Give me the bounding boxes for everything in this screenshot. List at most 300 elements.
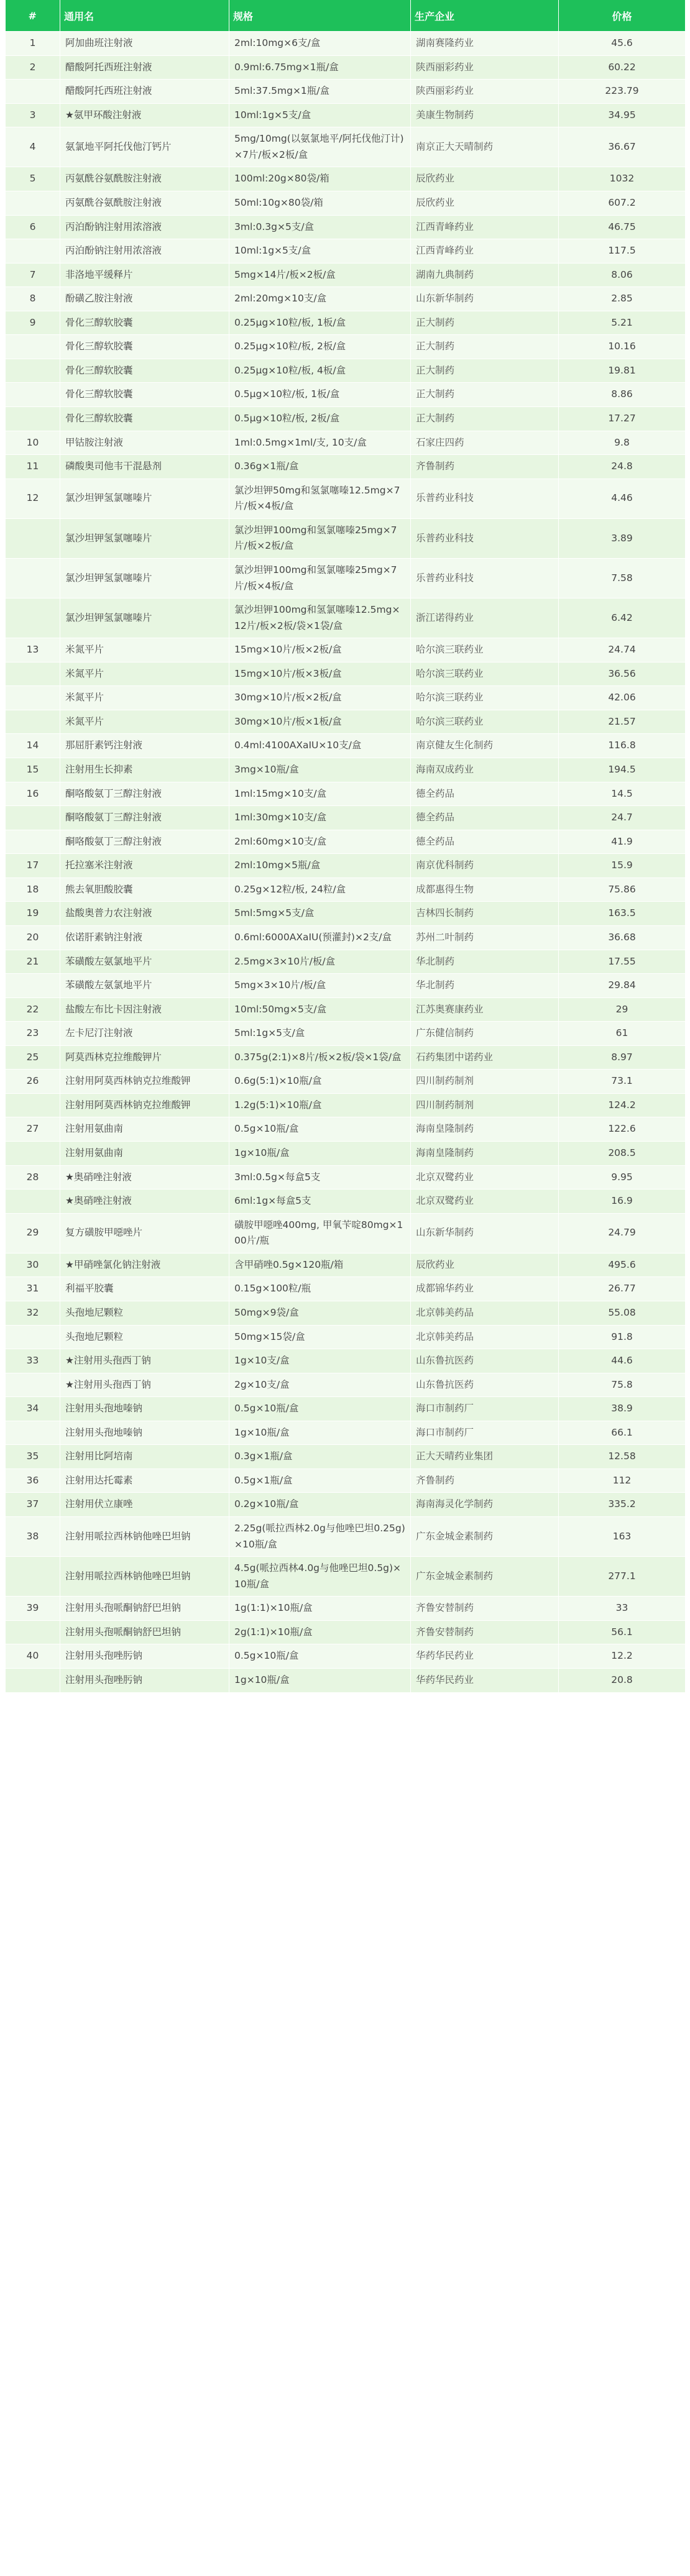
manufacturer-cell: 哈尔滨三联药业	[411, 686, 559, 710]
table-row	[6, 1213, 686, 1253]
price-cell: 10.16	[559, 335, 686, 359]
generic-name-cell: 氯沙坦钾氢氯噻嗪片	[60, 598, 229, 638]
manufacturer-cell: 海南双成药业	[411, 758, 559, 782]
manufacturer-cell: 海口市制药厂	[411, 1421, 559, 1445]
table-row	[6, 1397, 686, 1421]
price-table-container	[5, 0, 685, 1693]
price-cell: 163.5	[559, 902, 686, 926]
specification-cell: 2ml:20mg×10支/盒	[229, 287, 411, 311]
price-cell: 24.74	[559, 638, 686, 662]
table-row	[6, 1093, 686, 1117]
generic-name-cell: 非洛地平缓释片	[60, 263, 229, 287]
row-number: 36	[6, 1469, 60, 1493]
specification-cell: 1ml:15mg×10支/盒	[229, 782, 411, 806]
row-number: 11	[6, 455, 60, 479]
manufacturer-cell: 哈尔滨三联药业	[411, 662, 559, 686]
specification-cell: 0.4ml:4100AXaIU×10支/盒	[229, 734, 411, 758]
manufacturer-cell: 正大制药	[411, 359, 559, 383]
manufacturer-cell: 哈尔滨三联药业	[411, 710, 559, 734]
price-cell: 208.5	[559, 1142, 686, 1166]
specification-cell: 1g×10瓶/盒	[229, 1668, 411, 1692]
generic-name-cell: 氯沙坦钾氢氯噻嗪片	[60, 558, 229, 598]
specification-cell: 15mg×10片/板×3板/盒	[229, 662, 411, 686]
row-number	[6, 830, 60, 854]
row-number: 16	[6, 782, 60, 806]
specification-cell: 10ml:1g×5支/盒	[229, 103, 411, 127]
manufacturer-cell: 正大制药	[411, 335, 559, 359]
manufacturer-cell: 南京正大天晴制药	[411, 127, 559, 167]
generic-name-cell: 注射用生长抑素	[60, 758, 229, 782]
table-row	[6, 263, 686, 287]
generic-name-cell: 复方磺胺甲噁唑片	[60, 1213, 229, 1253]
manufacturer-cell: 辰欣药业	[411, 167, 559, 191]
table-row	[6, 287, 686, 311]
table-row	[6, 383, 686, 407]
row-number	[6, 598, 60, 638]
row-number: 27	[6, 1117, 60, 1142]
table-row	[6, 1070, 686, 1094]
price-cell: 223.79	[559, 80, 686, 104]
manufacturer-cell: 乐普药业科技	[411, 479, 559, 518]
specification-cell: 50mg×9袋/盒	[229, 1301, 411, 1325]
table-row	[6, 997, 686, 1022]
generic-name-cell: 酚磺乙胺注射液	[60, 287, 229, 311]
manufacturer-cell: 正大天晴药业集团	[411, 1445, 559, 1469]
specification-cell: 50ml:10g×80袋/箱	[229, 191, 411, 215]
specification-cell: 2.25g(哌拉西林2.0g与他唑巴坦0.25g)×10瓶/盒	[229, 1517, 411, 1557]
price-cell: 117.5	[559, 239, 686, 264]
generic-name-cell: 氯沙坦钾氢氯噻嗪片	[60, 518, 229, 558]
manufacturer-cell: 石药集团中诺药业	[411, 1045, 559, 1070]
manufacturer-cell: 山东新华制药	[411, 287, 559, 311]
table-row	[6, 1022, 686, 1046]
manufacturer-cell: 山东鲁抗医药	[411, 1373, 559, 1397]
specification-cell: 0.5g×10瓶/盒	[229, 1397, 411, 1421]
row-number: 19	[6, 902, 60, 926]
generic-name-cell: 注射用氨曲南	[60, 1142, 229, 1166]
generic-name-cell: 氨氯地平阿托伐他汀钙片	[60, 127, 229, 167]
specification-cell: 磺胺甲噁唑400mg, 甲氧苄啶80mg×100片/瓶	[229, 1213, 411, 1253]
price-cell: 4.46	[559, 479, 686, 518]
generic-name-cell: 骨化三醇软胶囊	[60, 383, 229, 407]
row-number	[6, 518, 60, 558]
generic-name-cell: 头孢地尼颗粒	[60, 1325, 229, 1349]
row-number	[6, 1189, 60, 1214]
generic-name-cell: 酮咯酸氨丁三醇注射液	[60, 782, 229, 806]
specification-cell: 2.5mg×3×10片/板/盒	[229, 950, 411, 974]
table-row	[6, 1277, 686, 1301]
price-cell: 33	[559, 1597, 686, 1621]
specification-cell: 1g×10支/盒	[229, 1349, 411, 1373]
specification-cell: 0.6g(5:1)×10瓶/盒	[229, 1070, 411, 1094]
specification-cell: 10ml:1g×5支/盒	[229, 239, 411, 264]
generic-name-cell: 头孢地尼颗粒	[60, 1301, 229, 1325]
table-row	[6, 806, 686, 830]
price-cell: 8.97	[559, 1045, 686, 1070]
specification-cell: 10ml:50mg×5支/盒	[229, 997, 411, 1022]
price-cell: 194.5	[559, 758, 686, 782]
table-row	[6, 1325, 686, 1349]
row-number	[6, 806, 60, 830]
price-cell: 16.9	[559, 1189, 686, 1214]
table-row	[6, 103, 686, 127]
generic-name-cell: 米氮平片	[60, 710, 229, 734]
row-number: 32	[6, 1301, 60, 1325]
generic-name-cell: 注射用阿莫西林钠克拉维酸钾	[60, 1093, 229, 1117]
manufacturer-cell: 湖南赛隆药业	[411, 32, 559, 56]
specification-cell: 0.25μg×10粒/板, 2板/盒	[229, 335, 411, 359]
generic-name-cell: 醋酸阿托西班注射液	[60, 55, 229, 80]
specification-cell: 0.36g×1瓶/盒	[229, 455, 411, 479]
manufacturer-cell: 德全药品	[411, 830, 559, 854]
manufacturer-cell: 海南皇隆制药	[411, 1117, 559, 1142]
price-cell: 41.9	[559, 830, 686, 854]
table-row	[6, 80, 686, 104]
manufacturer-cell: 华药华民药业	[411, 1668, 559, 1692]
specification-cell: 50mg×15袋/盒	[229, 1325, 411, 1349]
table-row	[6, 1117, 686, 1142]
row-number: 30	[6, 1253, 60, 1277]
generic-name-cell: 左卡尼汀注射液	[60, 1022, 229, 1046]
generic-name-cell: 盐酸左布比卡因注射液	[60, 997, 229, 1022]
generic-name-cell: 苯磺酸左氨氯地平片	[60, 974, 229, 998]
row-number: 29	[6, 1213, 60, 1253]
row-number: 40	[6, 1644, 60, 1669]
table-row	[6, 782, 686, 806]
generic-name-cell: 酮咯酸氨丁三醇注射液	[60, 830, 229, 854]
table-row	[6, 191, 686, 215]
price-cell: 45.6	[559, 32, 686, 56]
table-row	[6, 710, 686, 734]
generic-name-cell: 注射用哌拉西林钠他唑巴坦钠	[60, 1517, 229, 1557]
generic-name-cell: ★甲硝唑氯化钠注射液	[60, 1253, 229, 1277]
price-cell: 8.86	[559, 383, 686, 407]
row-number: 33	[6, 1349, 60, 1373]
table-row	[6, 1253, 686, 1277]
specification-cell: 5mg/10mg(以氨氯地平/阿托伐他汀计)×7片/板×2板/盒	[229, 127, 411, 167]
table-row	[6, 878, 686, 902]
table-row	[6, 950, 686, 974]
price-cell: 24.7	[559, 806, 686, 830]
price-cell: 24.79	[559, 1213, 686, 1253]
specification-cell: 1g×10瓶/盒	[229, 1142, 411, 1166]
table-row	[6, 662, 686, 686]
table-row	[6, 1620, 686, 1644]
row-number	[6, 1620, 60, 1644]
manufacturer-cell: 北京韩美药品	[411, 1301, 559, 1325]
generic-name-cell: ★注射用头孢西丁钠	[60, 1373, 229, 1397]
table-row	[6, 758, 686, 782]
manufacturer-cell: 齐鲁制药	[411, 1469, 559, 1493]
specification-cell: 0.6ml:6000AXaIU(预灌封)×2支/盒	[229, 925, 411, 950]
row-number	[6, 335, 60, 359]
specification-cell: 含甲硝唑0.5g×120瓶/箱	[229, 1253, 411, 1277]
specification-cell: 6ml:1g×每盒5支	[229, 1189, 411, 1214]
price-cell: 6.42	[559, 598, 686, 638]
table-row	[6, 335, 686, 359]
price-cell: 75.8	[559, 1373, 686, 1397]
price-cell: 8.06	[559, 263, 686, 287]
table-header-row	[6, 0, 686, 32]
row-number: 31	[6, 1277, 60, 1301]
price-cell: 42.06	[559, 686, 686, 710]
row-number: 35	[6, 1445, 60, 1469]
specification-cell: 2ml:60mg×10支/盒	[229, 830, 411, 854]
table-row	[6, 1597, 686, 1621]
column-header-manufacturer: 生产企业	[411, 0, 559, 32]
row-number: 26	[6, 1070, 60, 1094]
price-cell: 3.89	[559, 518, 686, 558]
price-cell: 75.86	[559, 878, 686, 902]
manufacturer-cell: 南京健友生化制药	[411, 734, 559, 758]
manufacturer-cell: 北京韩美药品	[411, 1325, 559, 1349]
row-number: 6	[6, 215, 60, 239]
table-row	[6, 1493, 686, 1517]
row-number: 20	[6, 925, 60, 950]
price-cell: 36.56	[559, 662, 686, 686]
price-cell: 29.84	[559, 974, 686, 998]
manufacturer-cell: 成都惠得生物	[411, 878, 559, 902]
row-number: 39	[6, 1597, 60, 1621]
row-number: 34	[6, 1397, 60, 1421]
row-number	[6, 686, 60, 710]
price-cell: 91.8	[559, 1325, 686, 1349]
row-number	[6, 1421, 60, 1445]
table-row	[6, 854, 686, 878]
generic-name-cell: ★奥硝唑注射液	[60, 1189, 229, 1214]
price-cell: 163	[559, 1517, 686, 1557]
price-cell: 112	[559, 1469, 686, 1493]
manufacturer-cell: 乐普药业科技	[411, 518, 559, 558]
row-number: 28	[6, 1165, 60, 1189]
price-cell: 61	[559, 1022, 686, 1046]
table-row	[6, 1373, 686, 1397]
manufacturer-cell: 哈尔滨三联药业	[411, 638, 559, 662]
manufacturer-cell: 正大制药	[411, 383, 559, 407]
table-row	[6, 1189, 686, 1214]
table-row	[6, 925, 686, 950]
generic-name-cell: 米氮平片	[60, 686, 229, 710]
specification-cell: 0.375g(2:1)×8片/板×2板/袋×1袋/盒	[229, 1045, 411, 1070]
specification-cell: 1ml:30mg×10支/盒	[229, 806, 411, 830]
specification-cell: 氯沙坦钾50mg和氢氯噻嗪12.5mg×7片/板×4板/盒	[229, 479, 411, 518]
manufacturer-cell: 江西青峰药业	[411, 215, 559, 239]
specification-cell: 30mg×10片/板×2板/盒	[229, 686, 411, 710]
price-cell: 116.8	[559, 734, 686, 758]
price-cell: 9.8	[559, 431, 686, 455]
manufacturer-cell: 成都锦华药业	[411, 1277, 559, 1301]
column-header-number: #	[6, 0, 60, 32]
manufacturer-cell: 德全药品	[411, 782, 559, 806]
row-number: 22	[6, 997, 60, 1022]
row-number	[6, 1373, 60, 1397]
generic-name-cell: 注射用头孢唑肟钠	[60, 1668, 229, 1692]
generic-name-cell: 利福平胶囊	[60, 1277, 229, 1301]
row-number	[6, 558, 60, 598]
table-row	[6, 431, 686, 455]
generic-name-cell: 注射用氨曲南	[60, 1117, 229, 1142]
price-cell: 36.67	[559, 127, 686, 167]
manufacturer-cell: 南京优科制药	[411, 854, 559, 878]
table-row	[6, 1421, 686, 1445]
row-number	[6, 1557, 60, 1597]
specification-cell: 4.5g(哌拉西林4.0g与他唑巴坦0.5g)×10瓶/盒	[229, 1557, 411, 1597]
generic-name-cell: 骨化三醇软胶囊	[60, 359, 229, 383]
row-number	[6, 359, 60, 383]
price-cell: 607.2	[559, 191, 686, 215]
price-cell: 7.58	[559, 558, 686, 598]
price-cell: 44.6	[559, 1349, 686, 1373]
table-row	[6, 167, 686, 191]
manufacturer-cell: 德全药品	[411, 806, 559, 830]
price-cell: 66.1	[559, 1421, 686, 1445]
table-row	[6, 215, 686, 239]
price-cell: 495.6	[559, 1253, 686, 1277]
specification-cell: 0.15g×100粒/瓶	[229, 1277, 411, 1301]
manufacturer-cell: 石家庄四药	[411, 431, 559, 455]
row-number	[6, 239, 60, 264]
manufacturer-cell: 海南皇隆制药	[411, 1142, 559, 1166]
specification-cell: 3ml:0.5g×每盒5支	[229, 1165, 411, 1189]
specification-cell: 2g×10支/盒	[229, 1373, 411, 1397]
table-header	[6, 0, 686, 32]
manufacturer-cell: 正大制药	[411, 407, 559, 431]
price-cell: 56.1	[559, 1620, 686, 1644]
row-number: 5	[6, 167, 60, 191]
specification-cell: 0.25g×12粒/板, 24粒/盒	[229, 878, 411, 902]
specification-cell: 0.5μg×10粒/板, 2板/盒	[229, 407, 411, 431]
generic-name-cell: 骨化三醇软胶囊	[60, 335, 229, 359]
price-cell: 17.27	[559, 407, 686, 431]
row-number	[6, 974, 60, 998]
specification-cell: 0.5g×1瓶/盒	[229, 1469, 411, 1493]
manufacturer-cell: 正大制药	[411, 311, 559, 335]
specification-cell: 3ml:0.3g×5支/盒	[229, 215, 411, 239]
specification-cell: 0.3g×1瓶/盒	[229, 1445, 411, 1469]
manufacturer-cell: 辰欣药业	[411, 1253, 559, 1277]
generic-name-cell: 丙泊酚钠注射用浓溶液	[60, 239, 229, 264]
price-cell: 12.58	[559, 1445, 686, 1469]
drug-price-table	[5, 0, 686, 1693]
row-number: 7	[6, 263, 60, 287]
specification-cell: 15mg×10片/板×2板/盒	[229, 638, 411, 662]
manufacturer-cell: 湖南九典制药	[411, 263, 559, 287]
generic-name-cell: 氯沙坦钾氢氯噻嗪片	[60, 479, 229, 518]
specification-cell: 5ml:1g×5支/盒	[229, 1022, 411, 1046]
row-number: 10	[6, 431, 60, 455]
specification-cell: 5ml:37.5mg×1瓶/盒	[229, 80, 411, 104]
table-body	[6, 32, 686, 1693]
manufacturer-cell: 美康生物制药	[411, 103, 559, 127]
row-number	[6, 662, 60, 686]
column-header-generic-name: 通用名	[60, 0, 229, 32]
generic-name-cell: ★氨甲环酸注射液	[60, 103, 229, 127]
manufacturer-cell: 辰欣药业	[411, 191, 559, 215]
price-cell: 124.2	[559, 1093, 686, 1117]
specification-cell: 氯沙坦钾100mg和氢氯噻嗪12.5mg×12片/板×2板/袋×1袋/盒	[229, 598, 411, 638]
generic-name-cell: 甲钴胺注射液	[60, 431, 229, 455]
price-cell: 14.5	[559, 782, 686, 806]
table-row	[6, 311, 686, 335]
table-row	[6, 1469, 686, 1493]
price-cell: 38.9	[559, 1397, 686, 1421]
price-cell: 60.22	[559, 55, 686, 80]
manufacturer-cell: 苏州二叶制药	[411, 925, 559, 950]
specification-cell: 0.9ml:6.75mg×1瓶/盒	[229, 55, 411, 80]
generic-name-cell: 注射用头孢地嗪钠	[60, 1397, 229, 1421]
price-cell: 9.95	[559, 1165, 686, 1189]
table-row	[6, 902, 686, 926]
row-number: 13	[6, 638, 60, 662]
manufacturer-cell: 江苏奥赛康药业	[411, 997, 559, 1022]
row-number: 1	[6, 32, 60, 56]
table-row	[6, 55, 686, 80]
table-row	[6, 974, 686, 998]
specification-cell: 2g(1:1)×10瓶/盒	[229, 1620, 411, 1644]
table-row	[6, 127, 686, 167]
generic-name-cell: ★注射用头孢西丁钠	[60, 1349, 229, 1373]
table-row	[6, 734, 686, 758]
specification-cell: 1ml:0.5mg×1ml/支, 10支/盒	[229, 431, 411, 455]
generic-name-cell: 磷酸奥司他韦干混悬剂	[60, 455, 229, 479]
specification-cell: 30mg×10片/板×1板/盒	[229, 710, 411, 734]
row-number: 21	[6, 950, 60, 974]
row-number	[6, 80, 60, 104]
table-row	[6, 1142, 686, 1166]
table-row	[6, 598, 686, 638]
specification-cell: 氯沙坦钾100mg和氢氯噻嗪25mg×7片/板×4板/盒	[229, 558, 411, 598]
specification-cell: 氯沙坦钾100mg和氢氯噻嗪25mg×7片/板×2板/盒	[229, 518, 411, 558]
column-header-price: 价格	[559, 0, 686, 32]
manufacturer-cell: 华药华民药业	[411, 1644, 559, 1669]
table-row	[6, 1445, 686, 1469]
specification-cell: 0.5μg×10粒/板, 1板/盒	[229, 383, 411, 407]
specification-cell: 0.5g×10瓶/盒	[229, 1644, 411, 1669]
generic-name-cell: 醋酸阿托西班注射液	[60, 80, 229, 104]
generic-name-cell: 米氮平片	[60, 638, 229, 662]
row-number: 15	[6, 758, 60, 782]
table-row	[6, 239, 686, 264]
generic-name-cell: 盐酸奥普力农注射液	[60, 902, 229, 926]
table-row	[6, 1301, 686, 1325]
table-row	[6, 558, 686, 598]
price-cell: 29	[559, 997, 686, 1022]
generic-name-cell: 丙泊酚钠注射用浓溶液	[60, 215, 229, 239]
table-row	[6, 455, 686, 479]
generic-name-cell: 依诺肝素钠注射液	[60, 925, 229, 950]
manufacturer-cell: 四川制药制剂	[411, 1093, 559, 1117]
manufacturer-cell: 华北制药	[411, 974, 559, 998]
price-cell: 34.95	[559, 103, 686, 127]
row-number	[6, 1142, 60, 1166]
row-number	[6, 1668, 60, 1692]
generic-name-cell: 注射用头孢地嗪钠	[60, 1421, 229, 1445]
row-number	[6, 1093, 60, 1117]
table-row	[6, 1517, 686, 1557]
specification-cell: 5mg×3×10片/板/盒	[229, 974, 411, 998]
price-cell: 12.2	[559, 1644, 686, 1669]
table-row	[6, 1349, 686, 1373]
row-number	[6, 383, 60, 407]
generic-name-cell: 托拉塞米注射液	[60, 854, 229, 878]
row-number	[6, 1325, 60, 1349]
price-cell: 15.9	[559, 854, 686, 878]
row-number: 14	[6, 734, 60, 758]
table-row	[6, 686, 686, 710]
price-cell: 55.08	[559, 1301, 686, 1325]
manufacturer-cell: 广东金城金素制药	[411, 1517, 559, 1557]
generic-name-cell: 苯磺酸左氨氯地平片	[60, 950, 229, 974]
